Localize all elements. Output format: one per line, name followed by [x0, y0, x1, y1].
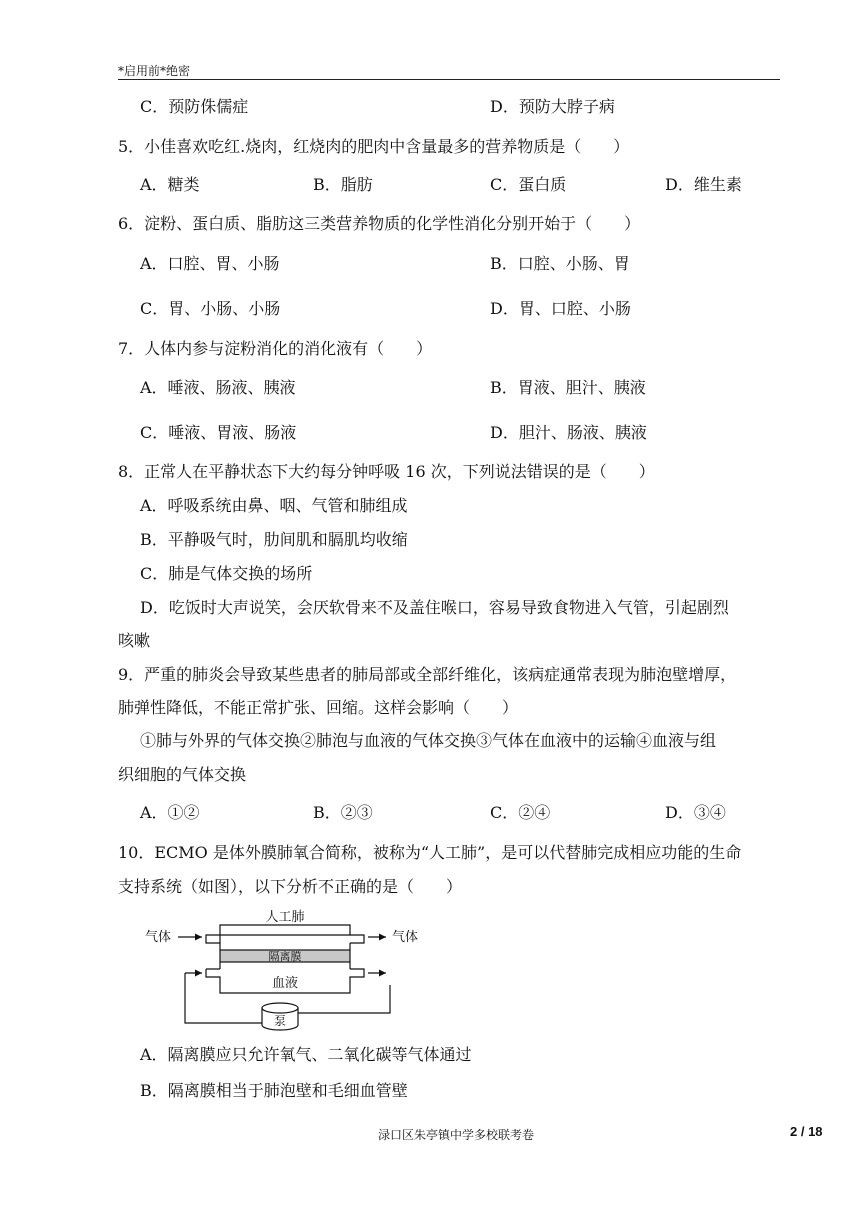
q7-stem: 7．人体内参与淀粉消化的消化液有（ ）: [118, 339, 433, 358]
q4-option-c: C．预防侏儒症: [140, 97, 249, 116]
q6-option-d: D．胃、口腔、小肠: [490, 299, 631, 318]
q6-option-b: B．口腔、小肠、胃: [490, 254, 630, 273]
q9-option-c: C．②④: [490, 803, 551, 822]
q4-option-d: D．预防大脖子病: [490, 97, 615, 116]
q8-option-d-line2: 咳嗽: [118, 631, 151, 650]
q10-stem-line1: 10．ECMO 是体外膜肺氧合简称，被称为“人工肺”，是可以代替肺完成相应功能的生命: [118, 843, 742, 862]
q9-items-line1: ①肺与外界的气体交换②肺泡与血液的气体交换③气体在血液中的运输④血液与组: [140, 731, 717, 750]
q6-option-c: C．胃、小肠、小肠: [140, 299, 281, 318]
blood-label: 血液: [271, 976, 299, 991]
q8-option-a: A．呼吸系统由鼻、咽、气管和肺组成: [140, 496, 408, 515]
gas-out-label: 气体: [392, 930, 419, 945]
membrane-label: 隔离膜: [268, 950, 302, 963]
page-number: 2 / 18: [790, 1124, 823, 1139]
q5-option-c: C．蛋白质: [490, 175, 567, 194]
q8-option-c: C．肺是气体交换的场所: [140, 564, 313, 583]
header-divider: [118, 79, 780, 80]
q10-stem-line2: 支持系统（如图），以下分析不正确的是（ ）: [118, 877, 463, 896]
q5-stem: 5．小佳喜欢吃红.烧肉，红烧肉的肥肉中含量最多的营养物质是（ ）: [118, 137, 630, 156]
q9-stem-line1: 9．严重的肺炎会导致某些患者的肺局部或全部纤维化，该病症通常表现为肺泡壁增厚，: [118, 665, 737, 684]
q5-option-d: D．维生素: [665, 175, 742, 194]
artificial-lung-label: 人工肺: [265, 910, 305, 925]
gas-in-label: 气体: [145, 930, 172, 945]
pump-label: 泵: [273, 1014, 287, 1028]
pump: [262, 1003, 298, 1030]
q7-option-d: D．胆汁、肠液、胰液: [490, 423, 647, 442]
footer-school: 渌口区朱亭镇中学多校联考卷: [378, 1128, 535, 1142]
q9-option-d: D．③④: [665, 803, 726, 822]
q7-option-c: C．唾液、胃液、肠液: [140, 423, 297, 442]
q9-option-b: B．②③: [313, 803, 373, 822]
q6-stem: 6．淀粉、蛋白质、脂肪这三类营养物质的化学性消化分别开始于（ ）: [118, 214, 641, 233]
q8-stem: 8．正常人在平静状态下大约每分钟呼吸 16 次，下列说法错误的是（ ）: [118, 462, 655, 481]
q9-items-line2: 织细胞的气体交换: [118, 765, 247, 784]
q8-option-d-line1: D．吃饭时大声说笑，会厌软骨来不及盖住喉口，容易导致食物进入气管，引起剧烈: [140, 598, 729, 617]
q8-option-b: B．平静吸气时，肋间肌和膈肌均收缩: [140, 530, 408, 549]
q7-option-b: B．胃液、胆汁、胰液: [490, 378, 646, 397]
gas-chamber: [206, 925, 350, 943]
q9-stem-line2: 肺弹性降低，不能正常扩张、回缩。这样会影响（ ）: [118, 698, 519, 717]
q9-option-a: A．①②: [140, 803, 200, 822]
q10-option-a: A．隔离膜应只允许氧气、二氧化碳等气体通过: [140, 1045, 472, 1064]
ecmo-diagram: [140, 905, 440, 1035]
q10-option-b: B．隔离膜相当于肺泡壁和毛细血管壁: [140, 1081, 408, 1100]
q5-option-a: A．糖类: [140, 175, 200, 194]
q6-option-a: A．口腔、胃、小肠: [140, 254, 280, 273]
q7-option-a: A．唾液、肠液、胰液: [140, 378, 296, 397]
page-header: *启用前*绝密: [118, 64, 191, 78]
q5-option-b: B．脂肪: [313, 175, 373, 194]
